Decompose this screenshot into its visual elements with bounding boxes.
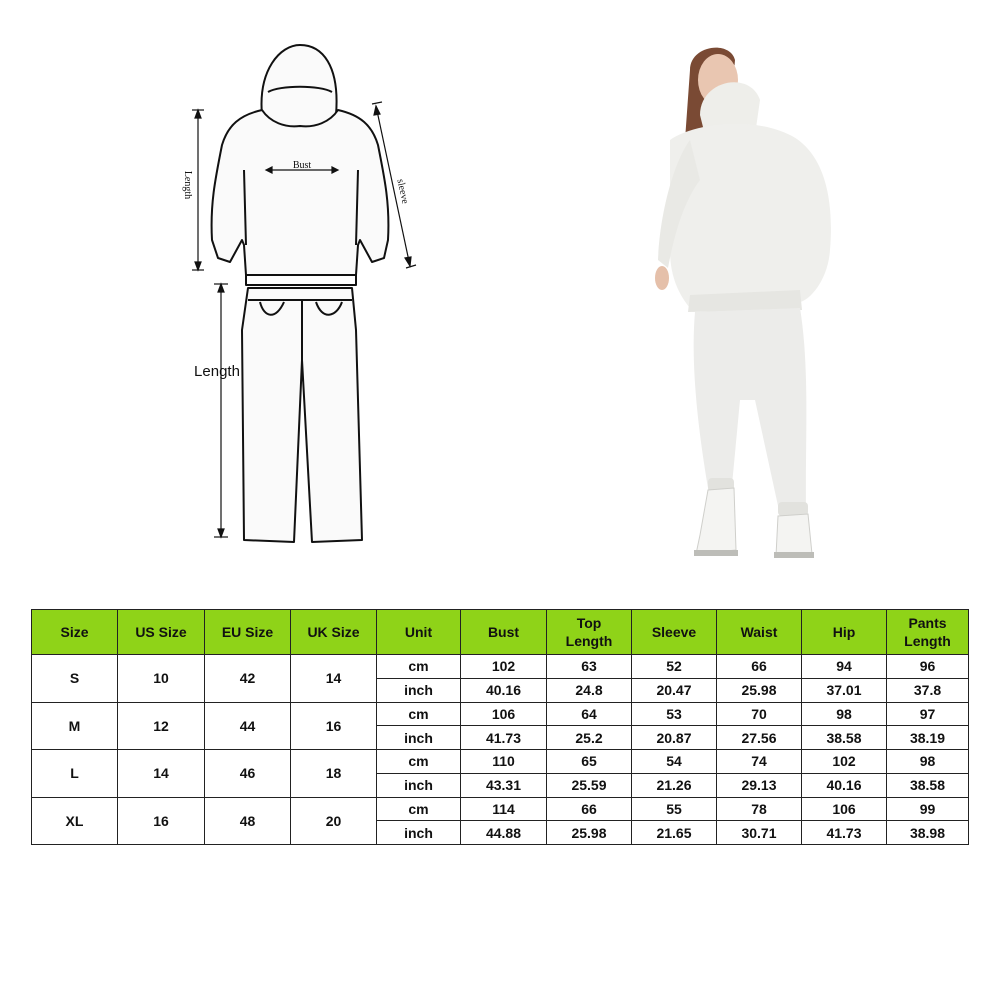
unit-cell: inch xyxy=(377,773,461,797)
measurement-cell: 25.2 xyxy=(547,726,632,750)
measurement-cell: 78 xyxy=(717,797,802,821)
column-header xyxy=(802,610,887,655)
measurement-cell: 38.58 xyxy=(802,726,887,750)
hoodie-pants-outline xyxy=(160,30,460,550)
uk-size-cell: 18 xyxy=(291,750,377,798)
us-size-cell: 14 xyxy=(118,750,205,798)
measurement-cell: 38.58 xyxy=(887,773,969,797)
column-header xyxy=(118,610,205,655)
measurement-cell: 38.19 xyxy=(887,726,969,750)
eu-size-cell: 44 xyxy=(205,702,291,750)
measurement-diagram xyxy=(160,30,460,550)
measurement-cell: 114 xyxy=(461,797,547,821)
measurement-cell: 25.59 xyxy=(547,773,632,797)
measurement-cell: 64 xyxy=(547,702,632,726)
measurement-cell: 24.8 xyxy=(547,678,632,702)
uk-size-cell: 14 xyxy=(291,655,377,703)
us-size-cell: 16 xyxy=(118,797,205,845)
size-cell: L xyxy=(32,750,118,798)
top-length-label: Length xyxy=(182,170,193,200)
unit-cell: inch xyxy=(377,678,461,702)
table-body xyxy=(32,655,969,845)
column-header-line: Waist xyxy=(740,624,778,640)
measurement-cell: 106 xyxy=(461,702,547,726)
measurement-cell: 110 xyxy=(461,750,547,774)
measurement-cell: 40.16 xyxy=(802,773,887,797)
unit-cell: cm xyxy=(377,750,461,774)
model-in-white-tracksuit xyxy=(630,40,850,560)
measurement-cell: 66 xyxy=(717,655,802,679)
header-row xyxy=(32,610,969,655)
unit-cell: cm xyxy=(377,702,461,726)
table-row xyxy=(32,655,969,679)
column-header xyxy=(461,610,547,655)
column-header-line: Size xyxy=(60,624,89,640)
measurement-cell: 29.13 xyxy=(717,773,802,797)
measurement-cell: 102 xyxy=(461,655,547,679)
uk-size-cell: 16 xyxy=(291,702,377,750)
measurement-cell: 41.73 xyxy=(461,726,547,750)
measurement-cell: 74 xyxy=(717,750,802,774)
measurement-cell: 43.31 xyxy=(461,773,547,797)
measurement-cell: 55 xyxy=(632,797,717,821)
measurement-cell: 25.98 xyxy=(717,678,802,702)
column-header xyxy=(32,610,118,655)
column-header-line: Top xyxy=(576,615,602,631)
measurement-cell: 37.8 xyxy=(887,678,969,702)
column-header xyxy=(887,610,969,655)
column-header-line: US Size xyxy=(135,624,187,640)
column-header-line: Sleeve xyxy=(651,624,697,640)
measurement-cell: 99 xyxy=(887,797,969,821)
eu-size-cell: 42 xyxy=(205,655,291,703)
measurement-cell: 70 xyxy=(717,702,802,726)
eu-size-cell: 48 xyxy=(205,797,291,845)
measurement-cell: 40.16 xyxy=(461,678,547,702)
column-header-line: UK Size xyxy=(307,624,360,640)
column-header xyxy=(291,610,377,655)
us-size-cell: 12 xyxy=(118,702,205,750)
bust-label: Bust xyxy=(292,160,312,171)
measurement-cell: 38.98 xyxy=(887,821,969,845)
measurement-cell: 54 xyxy=(632,750,717,774)
measurement-cell: 52 xyxy=(632,655,717,679)
measurement-cell: 21.26 xyxy=(632,773,717,797)
measurement-cell: 94 xyxy=(802,655,887,679)
measurement-cell: 37.01 xyxy=(802,678,887,702)
column-header-line: Length xyxy=(565,633,613,649)
pants-length-label: Length xyxy=(194,363,240,380)
column-header-line: EU Size xyxy=(221,624,274,640)
unit-cell: inch xyxy=(377,726,461,750)
eu-size-cell: 46 xyxy=(205,750,291,798)
measurement-cell: 20.87 xyxy=(632,726,717,750)
measurement-cell: 53 xyxy=(632,702,717,726)
measurement-cell: 96 xyxy=(887,655,969,679)
column-header-line: Hip xyxy=(832,624,856,640)
measurement-cell: 20.47 xyxy=(632,678,717,702)
column-header-line: Bust xyxy=(487,624,520,640)
measurement-cell: 41.73 xyxy=(802,821,887,845)
us-size-cell: 10 xyxy=(118,655,205,703)
column-header xyxy=(547,610,632,655)
table-row xyxy=(32,797,969,821)
model-photo xyxy=(630,40,850,560)
unit-cell: cm xyxy=(377,797,461,821)
unit-cell: cm xyxy=(377,655,461,679)
measurement-cell: 102 xyxy=(802,750,887,774)
unit-cell: inch xyxy=(377,821,461,845)
column-header-line: Length xyxy=(904,633,951,649)
measurement-cell: 21.65 xyxy=(632,821,717,845)
size-cell: M xyxy=(32,702,118,750)
measurement-cell: 98 xyxy=(802,702,887,726)
measurement-cell: 25.98 xyxy=(547,821,632,845)
uk-size-cell: 20 xyxy=(291,797,377,845)
measurement-cell: 97 xyxy=(887,702,969,726)
measurement-cell: 106 xyxy=(802,797,887,821)
measurement-cell: 63 xyxy=(547,655,632,679)
column-header xyxy=(632,610,717,655)
measurement-cell: 65 xyxy=(547,750,632,774)
size-cell: S xyxy=(32,655,118,703)
column-header-line: Pants xyxy=(908,615,947,631)
size-chart-table xyxy=(31,609,969,845)
sleeve-label: sleeve xyxy=(394,178,411,205)
column-header xyxy=(205,610,291,655)
column-header xyxy=(717,610,802,655)
table-row xyxy=(32,702,969,726)
column-header-line: Unit xyxy=(404,624,433,640)
measurement-cell: 27.56 xyxy=(717,726,802,750)
measurement-cell: 30.71 xyxy=(717,821,802,845)
measurement-cell: 44.88 xyxy=(461,821,547,845)
table-row xyxy=(32,750,969,774)
column-header xyxy=(377,610,461,655)
measurement-cell: 98 xyxy=(887,750,969,774)
size-cell: XL xyxy=(32,797,118,845)
measurement-cell: 66 xyxy=(547,797,632,821)
